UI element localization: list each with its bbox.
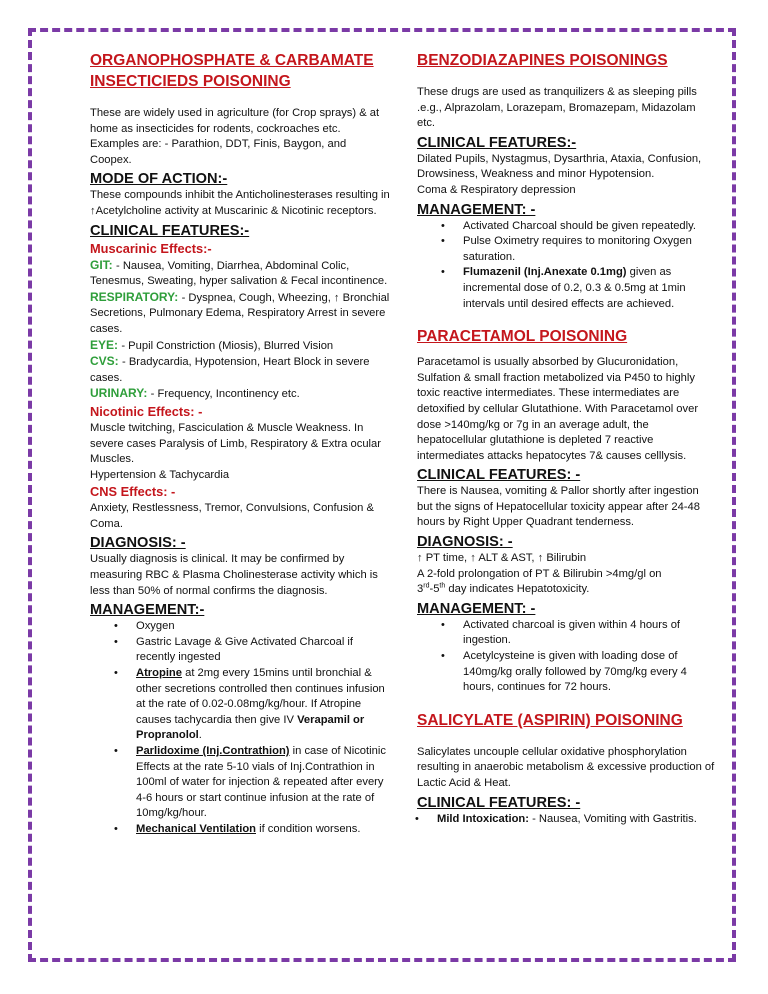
benzo-clinical-text-1: Dilated Pupils, Nystagmus, Dysarthria, Ataxia, Confusion, Drowsiness, Weakness and minor Hypotension. xyxy=(417,152,702,181)
organophosphate-intro: These are widely used in agriculture (for Crop sprays) & at home as insecticides for rodents, cockroaches etc. xyxy=(90,107,380,135)
para-clinical-heading: CLINICAL FEATURES: - xyxy=(417,467,581,484)
cvs-label: CVS: xyxy=(90,354,123,369)
list-item: • Activated charcoal is given within 4 hours of ingestion. xyxy=(463,618,715,649)
ordinal-th: th xyxy=(439,582,446,590)
flumazenil-text: given as incremental dose of 0.2, 0.3 & 0.5mg at 1min intervals until desired effects are achieved. xyxy=(463,266,686,310)
respiratory-text: - Dyspnea, Cough, Wheezing, ↑ Bronchial Secretions, Pulmonary Edema, Respiratory Arrest in severe cases. xyxy=(90,291,390,335)
cns-text: Anxiety, Restlessness, Tremor, Convulsions, Confusion & Coma. xyxy=(90,502,374,530)
git-label: GIT: xyxy=(90,257,116,272)
para-diagnosis-line-3 xyxy=(417,582,715,598)
benzodiazepine-intro: These drugs are used as tranquilizers & as sleeping pills .e.g., Alprazolam, Lorazepam, Bromazepam, Midazolam etc. xyxy=(417,86,697,130)
git-text: - Nausea, Vomiting, Diarrhea, Abdominal Colic, Tenesmus, Sweating, hyper salivation & Fecal incontinence. xyxy=(90,259,388,288)
left-column xyxy=(90,50,390,838)
list-item: • Gastric Lavage & Give Activated Charcoal if recently ingested xyxy=(136,635,390,666)
para-diagnosis-line-2: A 2-fold prolongation of PT & Bilirubin >4mg/gl on xyxy=(417,567,662,580)
nicotinic-text-2: Hypertension & Tachycardia xyxy=(90,468,230,481)
respiratory-label: RESPIRATORY: xyxy=(90,289,182,304)
mode-of-action-text: These compounds inhibit the Anticholinesterases resulting in ↑Acetylcholine activity at Muscarinic & Nicotinic receptors. xyxy=(90,189,390,217)
flumazenil-drug: Flumazenil (Inj.Anexate 0.1mg) xyxy=(463,266,627,279)
para-diagnosis-heading: DIAGNOSIS: - xyxy=(417,534,513,551)
list-item xyxy=(136,744,390,822)
git-effects xyxy=(90,258,390,290)
salicylate-title: SALICYLATE (ASPIRIN) POISONING xyxy=(417,711,683,729)
cns-heading: CNS Effects: - xyxy=(90,484,176,500)
list-item xyxy=(136,666,390,744)
period: . xyxy=(198,729,202,742)
clinical-features-heading: CLINICAL FEATURES:- xyxy=(90,222,250,239)
cvs-text: - Bradycardia, Hypotension, Heart Block in severe cases. xyxy=(90,356,370,384)
benzo-clinical-text-2: Coma & Respiratory depression xyxy=(417,183,576,196)
salicylate-intro: Salicylates uncouple cellular oxidative phosphorylation resulting in anaerobic metabolism & excessive production of Lactic Acid & Heat. xyxy=(417,745,715,789)
para-diagnosis-line-1: ↑ PT time, ↑ ALT & AST, ↑ Bilirubin xyxy=(417,552,587,565)
benzo-management-list xyxy=(417,219,715,313)
sal-clinical-list xyxy=(417,812,715,828)
list-item: • Oxygen xyxy=(136,619,390,635)
parlidoxime-text: in case of Nicotinic Effects at the rate 5-10 vials of Inj.Contrathion in 100ml of water for injection & repeated after every 4-6 hours or start continue infusion at the rate of 10mg/kg/hour. xyxy=(136,745,386,820)
atropine-drug: Atropine xyxy=(136,667,182,680)
day-number: 3 xyxy=(417,583,424,596)
ventilation-item: Mechanical Ventilation xyxy=(136,822,256,835)
mild-intoxication-label: Mild Intoxication: xyxy=(437,812,529,825)
list-item: • Acetylcysteine is given with loading dose of 140mg/kg orally followed by 70mg/kg every 4 hours, continues for 72 hours. xyxy=(463,649,715,696)
nicotinic-heading: Nicotinic Effects: - xyxy=(90,403,203,419)
right-column xyxy=(417,50,715,827)
list-item xyxy=(463,265,715,312)
list-item: • Activated Charcoal should be given repeatedly. xyxy=(463,219,715,235)
list-item: • Pulse Oximetry requires to monitoring Oxygen saturation. xyxy=(463,234,715,265)
eye-effects xyxy=(90,338,390,355)
respiratory-effects xyxy=(90,290,390,338)
sal-clinical-heading: CLINICAL FEATURES: - xyxy=(417,794,581,811)
ventilation-text: if condition worsens. xyxy=(256,822,361,835)
benzodiazepine-title: BENZODIAZAPINES POISONINGS xyxy=(417,52,668,69)
diagnosis-heading: DIAGNOSIS: - xyxy=(90,535,186,552)
organophosphate-examples: Examples are: - Parathion, DDT, Finis, Baygon, and Coopex. xyxy=(90,138,347,166)
management-list xyxy=(90,619,390,837)
diagnosis-text: Usually diagnosis is clinical. It may be confirmed by measuring RBC & Plasma Cholinesterase activity which is less than 50% of normal confirms the diagnosis. xyxy=(90,553,378,597)
eye-text: - Pupil Constriction (Miosis), Blurred Vision xyxy=(121,339,334,352)
mild-intoxication-text: - Nausea, Vomiting with Gastritis. xyxy=(528,812,697,825)
list-item xyxy=(437,812,715,828)
organophosphate-title: ORGANOPHOSPHATE & CARBAMATE INSECTICIEDS POISONING xyxy=(90,52,374,90)
para-management-heading: MANAGEMENT: - xyxy=(417,600,536,617)
day-text: day indicates Hepatotoxicity. xyxy=(445,583,590,596)
urinary-effects xyxy=(90,386,390,403)
paracetamol-title: PARACETAMOL POISONING xyxy=(417,328,628,346)
parlidoxime-drug: Parlidoxime (Inj.Contrathion) xyxy=(136,745,290,757)
urinary-text: - Frequency, Incontinency etc. xyxy=(150,388,300,401)
ordinal-rd: rd xyxy=(423,582,430,590)
list-item xyxy=(136,822,390,838)
benzo-management-heading: MANAGEMENT: - xyxy=(417,201,536,218)
management-heading: MANAGEMENT:- xyxy=(90,602,205,619)
verapamil-drug: Verapamil or Propranolol xyxy=(136,713,365,742)
para-management-list xyxy=(417,618,715,696)
mode-of-action-heading: MODE OF ACTION:- xyxy=(90,171,228,188)
paracetamol-intro: Paracetamol is usually absorbed by Glucuronidation, Sulfation & small fraction metabolized via P450 to highly toxic reactive intermediates. These intermediates are detoxified by cellular Glutathione. With Paracetamol over dose >140mg/kg or 7g in an average adult, the hepatocellular glutathione is depleted 7 reactive intermediates attacks hepatocytes 7& causes celllysis. xyxy=(417,356,699,462)
para-clinical-text: There is Nausea, vomiting & Pallor shortly after ingestion but the signs of Hepatocellular toxicity appear after 24-48 hours by Right Upper Quadrant tenderness. xyxy=(417,485,700,529)
nicotinic-text-1: Muscle twitching, Fasciculation & Muscle Weakness. In severe cases Paralysis of Limb, Respiratory & Extra ocular Muscles. xyxy=(90,421,381,466)
cvs-effects xyxy=(90,354,390,386)
eye-label: EYE: xyxy=(90,337,122,352)
atropine-text: at 2mg every 15mins until bronchial & other secretions controlled then continues infusion at the rate of 0.02-0.08mg/kg/hour. If Atropine causes tachycardia then give IV xyxy=(136,667,385,726)
muscarinic-heading: Muscarinic Effects:- xyxy=(90,240,212,256)
urinary-label: URINARY: xyxy=(90,386,151,401)
benzo-clinical-heading: CLINICAL FEATURES:- xyxy=(417,134,577,151)
day-range: -5 xyxy=(429,583,440,596)
